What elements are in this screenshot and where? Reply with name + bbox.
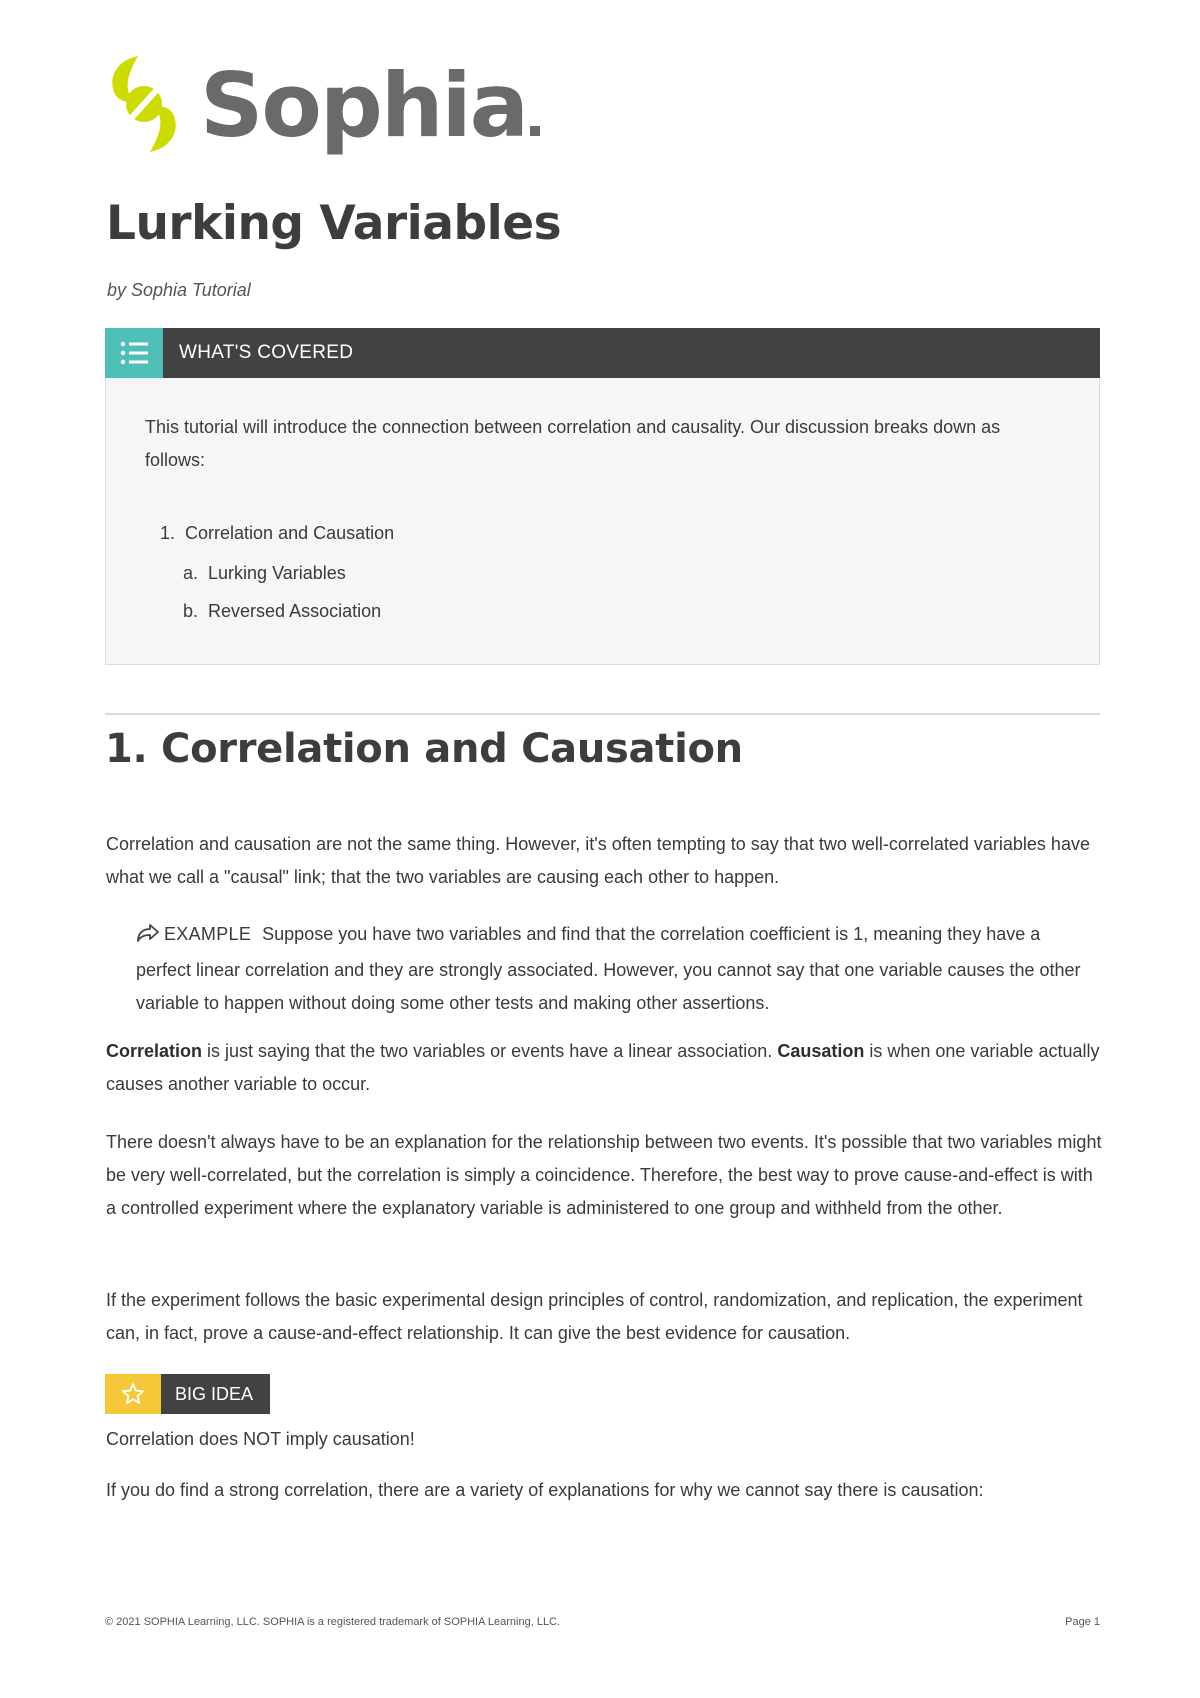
paragraph-definitions: Correlation is just saying that the two variables or events have a linear association. Causation is when one variable actually causes another variable to occur.	[106, 1041, 1100, 1094]
big-idea-icon-box	[105, 1374, 161, 1414]
big-idea-label: BIG IDEA	[175, 1384, 254, 1404]
toc-item-1b: b. Reversed Association	[183, 601, 382, 621]
example-text: Suppose you have two variables and find that the correlation coefficient is 1, meaning they have a perfect linear correlation and they are strongly associated. However, you cannot say that one variable causes the other variable to happen without doing some other tests and making other assertions.	[136, 924, 1081, 1013]
whats-covered-icon-box	[105, 328, 163, 378]
paragraph-explanation: There doesn't always have to be an explanation for the relationship between two events. It's possible that two variables might be very well-correlated, but the correlation is simply a coincidence. Therefore, the best way to prove cause-and-effect is with a controlled experiment where the explanatory variable is administered to one group and withheld from the other.	[106, 1132, 1102, 1218]
section-heading: 1. Correlation and Causation	[105, 726, 743, 772]
toc-item-1: 1. Correlation and Causation	[160, 523, 395, 543]
list-icon	[120, 340, 148, 366]
footer-page-number: Page 1	[1065, 1616, 1100, 1628]
sophia-logo-mark-icon	[104, 54, 184, 154]
whats-covered-intro: This tutorial will introduce the connection between correlation and causality. Our discussion breaks down as follows:	[145, 417, 1001, 470]
toc-item-1a: a. Lurking Variables	[183, 563, 346, 583]
sophia-logo	[104, 54, 544, 157]
example-label: EXAMPLE	[164, 924, 252, 944]
paragraph-explanations-intro: If you do find a strong correlation, there are a variety of explanations for why we cannot say there is causation:	[106, 1480, 984, 1500]
sophia-wordmark: Sophia	[200, 56, 540, 156]
big-idea-text: Correlation does NOT imply causation!	[106, 1429, 415, 1449]
section-divider	[105, 713, 1100, 715]
paragraph-experiment: If the experiment follows the basic experimental design principles of control, randomization, and replication, the experiment can, in fact, prove a cause-and-effect relationship. It can give the best evidence for causation.	[106, 1290, 1083, 1343]
example-block	[136, 918, 1096, 1020]
big-idea-badge	[105, 1374, 270, 1414]
whats-covered-header	[105, 328, 1100, 378]
star-icon	[121, 1382, 145, 1406]
page-title: Lurking Variables	[106, 196, 562, 251]
footer-copyright: © 2021 SOPHIA Learning, LLC. SOPHIA is a registered trademark of SOPHIA Learning, LLC.	[105, 1616, 561, 1628]
term-correlation: Correlation	[106, 1041, 203, 1061]
byline: by Sophia Tutorial	[107, 280, 251, 300]
term-causation: Causation	[777, 1041, 865, 1061]
paragraph-correlation-causation: Correlation and causation are not the same thing. However, it's often tempting to say that two well-correlated variables have what we call a "causal" link; that the two variables are causing each other to happen.	[106, 834, 1090, 887]
share-arrow-icon	[136, 921, 160, 954]
whats-covered-title: WHAT'S COVERED	[179, 342, 354, 363]
whats-covered-box	[105, 328, 1100, 665]
